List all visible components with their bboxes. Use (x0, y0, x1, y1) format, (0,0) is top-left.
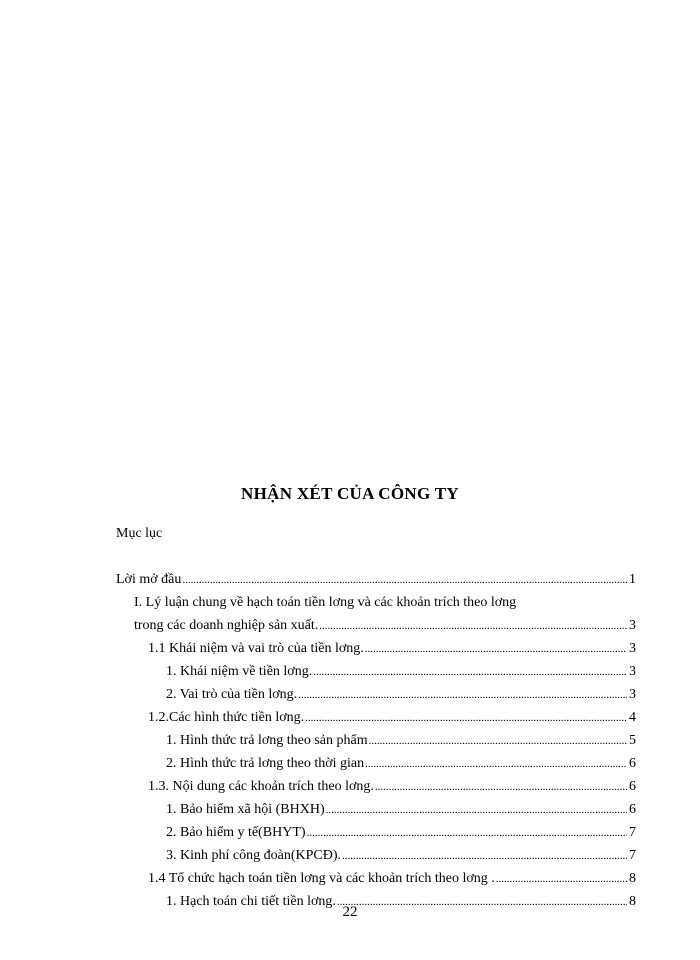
dot-leader (182, 569, 627, 592)
dot-leader (307, 822, 627, 845)
dot-leader (369, 730, 627, 753)
toc-entry-page: 5 (629, 733, 636, 748)
toc-entry (116, 752, 636, 775)
toc-entry (116, 775, 636, 798)
toc-entry-page: 1 (629, 572, 636, 587)
toc-entry (116, 844, 636, 867)
toc-entry-page: 3 (629, 641, 636, 656)
toc-entry-text: 2. Vai trò của tiền lơng. (166, 687, 298, 702)
toc-entry-text: 3. Kinh phí công đoàn(KPCĐ). (166, 848, 341, 863)
toc-entry-text: I. Lý luận chung về hạch toán tiền lơng và các khoản trích theo lơng (134, 595, 517, 610)
toc-entry (116, 614, 636, 637)
page-number: 22 (342, 904, 358, 920)
toc-entry-text: 1.3. Nội dung các khoản trích theo lơng. (148, 779, 374, 794)
toc-entry-text: 1.4 Tổ chức hạch toán tiền lơng và các khoản trích theo lơng . (148, 871, 495, 886)
toc-entry-page: 7 (629, 848, 636, 863)
dot-leader (342, 845, 627, 868)
toc-entry-page: 3 (629, 664, 636, 679)
toc-entry (116, 637, 636, 660)
toc-entry-page: 6 (629, 802, 636, 817)
toc-entry-text: 2. Bảo hiểm y tế(BHYT) (166, 825, 306, 840)
toc-entry-text: trong các doanh nghiệp sản xuất. (134, 618, 319, 633)
toc-entry-text: 1.2.Các hình thức tiền lơng. (148, 710, 305, 725)
toc-entry (116, 660, 636, 683)
dot-leader (326, 799, 627, 822)
toc-entry (116, 867, 636, 890)
toc-entry-page: 8 (629, 894, 636, 909)
toc-entry-text: 1. Bảo hiểm xã hội (BHXH) (166, 802, 325, 817)
toc-entry-text: Lời mở đầu (116, 572, 182, 587)
toc-entry-text: 1.1 Khái niệm và vai trò của tiền lơng. (148, 641, 364, 656)
dot-leader (375, 776, 627, 799)
toc-entry (116, 683, 636, 706)
toc-entry-text: 2. Hình thức trả lơng theo thời gian (166, 756, 365, 771)
dot-leader (298, 684, 627, 707)
dot-leader (365, 753, 627, 776)
toc-entry (116, 568, 636, 591)
dot-leader (365, 638, 627, 661)
table-of-contents (116, 568, 636, 913)
toc-entry-page: 4 (629, 710, 636, 725)
page-title: NHẬN XÉT CỦA CÔNG TY (241, 484, 459, 503)
toc-entry (116, 706, 636, 729)
dot-leader (305, 707, 627, 730)
toc-heading: Mục lục (116, 526, 163, 541)
toc-entry (116, 821, 636, 844)
toc-entry-page: 6 (629, 779, 636, 794)
toc-entry-text: 1. Hạch toán chi tiết tiền lơng. (166, 894, 336, 909)
toc-entry (116, 798, 636, 821)
toc-entry (116, 591, 636, 614)
toc-entry-text: 1. Hình thức trả lơng theo sản phẩm (166, 733, 368, 748)
toc-entry-page: 3 (629, 687, 636, 702)
toc-entry-page: 7 (629, 825, 636, 840)
toc-entry (116, 729, 636, 752)
dot-leader (319, 615, 627, 638)
dot-leader (496, 868, 627, 891)
toc-entry-text: 1. Khái niệm về tiền lơng. (166, 664, 313, 679)
toc-entry-page: 6 (629, 756, 636, 771)
dot-leader (313, 661, 627, 684)
toc-entry-page: 8 (629, 871, 636, 886)
toc-entry-page: 3 (629, 618, 636, 633)
